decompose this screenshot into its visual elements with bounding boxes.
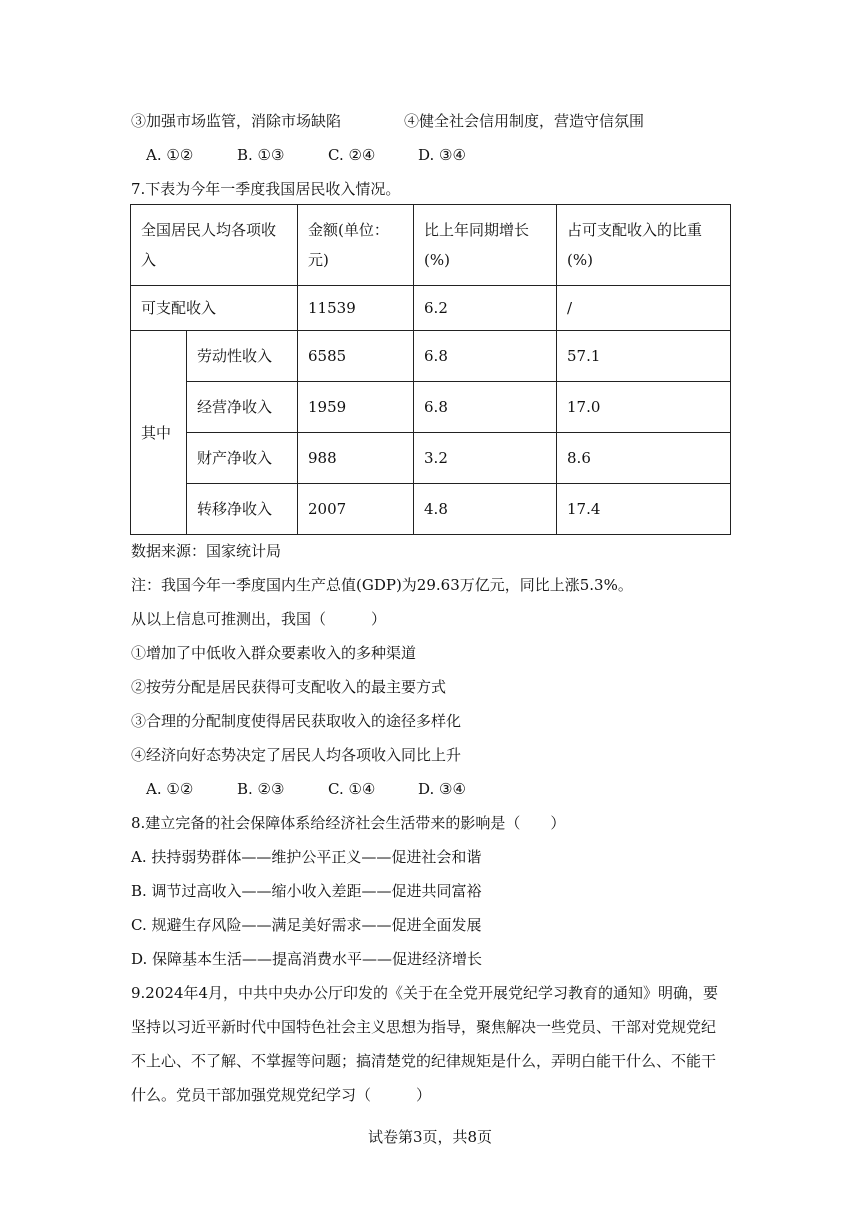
cell-growth: 6.2	[414, 286, 557, 331]
q6-choice-c: C. ②④	[328, 146, 376, 164]
cell-amount: 6585	[298, 331, 414, 382]
cell-share: 57.1	[557, 331, 731, 382]
q6-choice-d: D. ③④	[418, 146, 466, 164]
q7-statement-4: ④经济向好态势决定了居民人均各项收入同比上升	[131, 746, 462, 764]
q7-choice-a: A. ①②	[146, 780, 194, 798]
table-header-row	[131, 205, 731, 286]
header-income-item: 全国居民人均各项收入	[131, 205, 298, 286]
q6-statement-4: ④健全社会信用制度，营造守信氛围	[404, 112, 645, 130]
cell-growth: 6.8	[414, 382, 557, 433]
cell-growth: 3.2	[414, 433, 557, 484]
q7-stem: 7.下表为今年一季度我国居民收入情况。	[131, 180, 401, 198]
page-footer: 试卷第3页，共8页	[367, 1128, 493, 1146]
group-label-cell: 其中	[131, 331, 187, 535]
q7-choice-b: B. ②③	[237, 780, 285, 798]
q6-choice-a: A. ①②	[146, 146, 194, 164]
cell-amount: 2007	[298, 484, 414, 535]
cell-label: 劳动性收入	[187, 331, 298, 382]
q8-option-b: B. 调节过高收入——缩小收入差距——促进共同富裕	[131, 882, 482, 900]
cell-growth: 6.8	[414, 331, 557, 382]
q9-line-4: 什么。党员干部加强党规党纪学习（ ）	[131, 1086, 432, 1104]
q7-statement-2: ②按劳分配是居民获得可支配收入的最主要方式	[131, 678, 447, 696]
q8-option-d: D. 保障基本生活——提高消费水平——促进经济增长	[131, 950, 483, 968]
q9-line-2: 坚持以习近平新时代中国特色社会主义思想为指导，聚焦解决一些党员、干部对党规党纪	[131, 1018, 717, 1036]
cell-label: 经营净收入	[187, 382, 298, 433]
q7-choice-d: D. ③④	[418, 780, 466, 798]
cell-amount: 1959	[298, 382, 414, 433]
cell-share: 17.0	[557, 382, 731, 433]
header-growth: 比上年同期增长(%)	[414, 205, 557, 286]
gdp-note: 注：我国今年一季度国内生产总值(GDP)为29.63万亿元，同比上涨5.3%。	[131, 576, 633, 594]
income-table	[130, 204, 731, 535]
cell-share: 17.4	[557, 484, 731, 535]
q6-choice-b: B. ①③	[237, 146, 285, 164]
cell-label: 可支配收入	[131, 286, 298, 331]
q8-option-a: A. 扶持弱势群体——维护公平正义——促进社会和谐	[131, 848, 482, 866]
header-amount: 金额(单位：元)	[298, 205, 414, 286]
data-source: 数据来源：国家统计局	[131, 542, 282, 560]
q7-question: 从以上信息可推测出，我国（ ）	[131, 610, 387, 628]
header-share: 占可支配收入的比重(%)	[557, 205, 731, 286]
table-row	[131, 382, 731, 433]
table-row	[131, 331, 731, 382]
q8-option-c: C. 规避生存风险——满足美好需求——促进全面发展	[131, 916, 482, 934]
q6-statement-3: ③加强市场监管，消除市场缺陷	[131, 112, 342, 130]
cell-amount: 11539	[298, 286, 414, 331]
q9-line-1: 9.2024年4月，中共中央办公厅印发的《关于在全党开展党纪学习教育的通知》明确，要	[131, 984, 719, 1002]
cell-label: 转移净收入	[187, 484, 298, 535]
q7-statement-3: ③合理的分配制度使得居民获取收入的途径多样化	[131, 712, 462, 730]
q8-stem: 8.建立完备的社会保障体系给经济社会生活带来的影响是（ ）	[131, 814, 566, 832]
q9-line-3: 不上心、不了解、不掌握等问题；搞清楚党的纪律规矩是什么，弄明白能干什么、不能干	[131, 1052, 717, 1070]
cell-share: 8.6	[557, 433, 731, 484]
cell-label: 财产净收入	[187, 433, 298, 484]
q7-statement-1: ①增加了中低收入群众要素收入的多种渠道	[131, 644, 417, 662]
cell-share: /	[557, 286, 731, 331]
q7-choice-c: C. ①④	[328, 780, 376, 798]
table-row	[131, 286, 731, 331]
table-row	[131, 433, 731, 484]
cell-growth: 4.8	[414, 484, 557, 535]
table-row	[131, 484, 731, 535]
cell-amount: 988	[298, 433, 414, 484]
